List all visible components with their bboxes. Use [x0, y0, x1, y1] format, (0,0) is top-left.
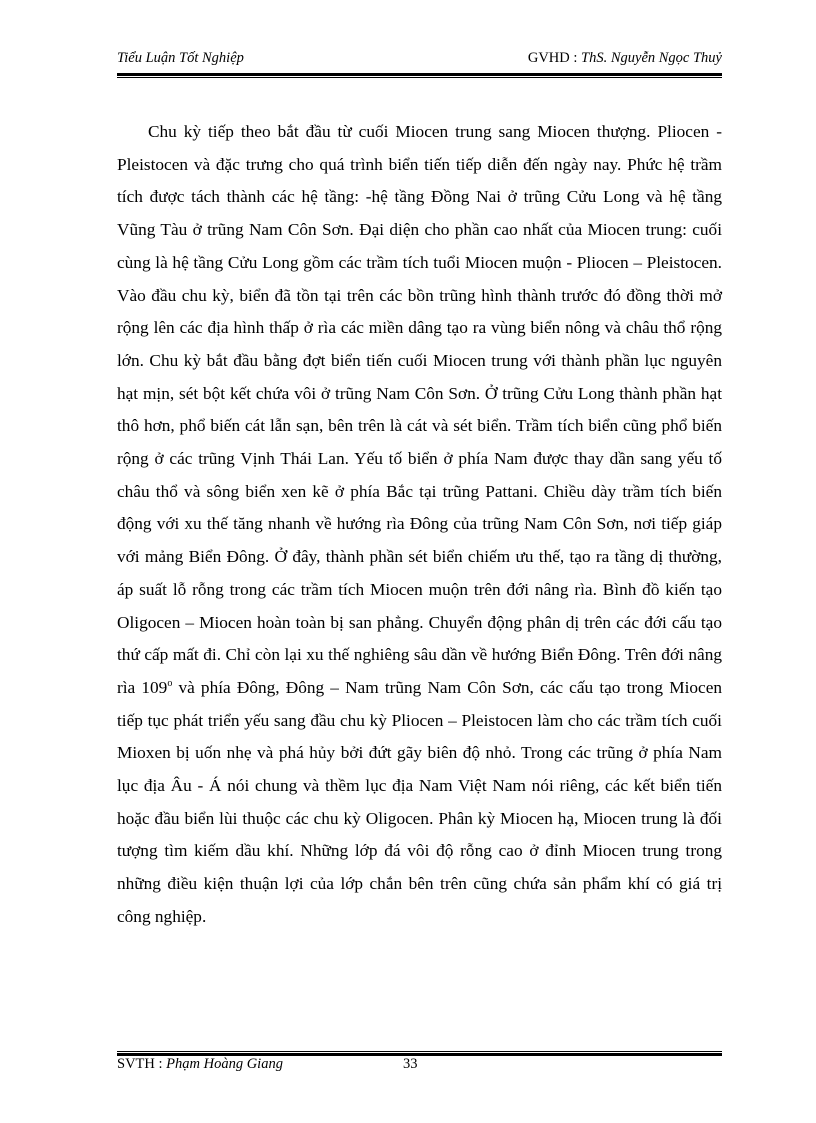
page-footer — [117, 1056, 722, 1078]
body-text-part-2: và phía Đông, Đông – Nam trũng Nam Côn Sơn, các cấu tạo trong Miocen tiếp tục phát triển yếu sang đầu chu kỳ Pliocen – Pleistocen làm cho các trầm tích cuối Mioxen bị uốn nhẹ và phá hủy bởi đứt gãy biên độ nhỏ. Trong các trũng ở phía Nam lục địa Âu - Á nói chung và thềm lục địa Nam Việt Nam nói riêng, các kết biển tiến hoặc đầu biển lùi thuộc các chu kỳ Oligocen. Phân kỳ Miocen hạ, Miocen trung là đối tượng tìm kiếm dầu khí. Những lớp đá vôi độ rỗng cao ở đỉnh Miocen trung trong những điều kiện thuận lợi của lớp chắn bên trên cũng chứa sản phẩm khí có giá trị công nghiệp. — [117, 677, 723, 926]
degree-superscript: o — [167, 677, 173, 689]
document-title: Tiểu Luận Tốt Nghiệp — [117, 50, 244, 66]
page-header — [117, 50, 722, 72]
body-paragraph — [117, 116, 722, 934]
header-divider — [117, 73, 722, 76]
student-info — [117, 1056, 283, 1073]
student-label: SVTH : — [117, 1056, 167, 1072]
advisor-name: ThS. Nguyễn Ngọc Thuỷ — [581, 50, 722, 66]
advisor-label: GVHD : — [527, 50, 582, 66]
body-text-part-1: Chu kỳ tiếp theo bắt đầu từ cuối Miocen trung sang Miocen thượng. Pliocen - Pleistocen và đặc trưng cho quá trình biển tiến tiếp diễn đến ngày nay. Phức hệ trầm tích được tách thành các hệ tầng: -hệ tầng Đồng Nai ở trũng Cửu Long và hệ tầng Vũng Tàu ở trũng Nam Côn Sơn. Đại diện cho phần cao nhất của Miocen trung: cuối cùng là hệ tầng Cửu Long gồm các trầm tích tuổi Miocen muộn - Pliocen – Pleistocen. Vào đầu chu kỳ, biển đã tồn tại trên các bồn trũng hình thành trước đó đồng thời mở rộng lên các địa hình thấp ở rìa các miền dâng tạo ra vùng biển nông và châu thổ rộng lớn. Chu kỳ bắt đầu bằng đợt biển tiến cuối Miocen trung với thành phần lục nguyên hạt mịn, sét bột kết chứa vôi ở trũng Nam Côn Sơn. Ở trũng Cửu Long thành phần hạt thô hơn, phổ biến cát lẫn sạn, bên trên là cát và sét biển. Trầm tích biển cũng phổ biến rộng ở các trũng Vịnh Thái Lan. Yếu tố biển ở phía Nam được thay dần sang yếu tố châu thổ và sông biển xen kẽ ở phía Bắc tại trũng Pattani. Chiều dày trầm tích biến động với xu thế tăng nhanh về hướng rìa Đông của trũng Nam Côn Sơn, nơi tiếp giáp với mảng Biển Đông. Ở đây, thành phần sét biển chiếm ưu thế, tạo ra tầng dị thường, áp suất lỗ rỗng trong các trầm tích Miocen muộn trên đới nâng rìa. Bình đồ kiến tạo Oligocen – Miocen hoàn toàn bị san phẳng. Chuyển động phân dị trên các đới cấu tạo thứ cấp mất đi. Chỉ còn lại xu thế nghiêng sâu dần về hướng Biển Đông. Trên đới nâng rìa 109 — [117, 122, 722, 697]
advisor-info — [528, 50, 722, 67]
footer-divider — [117, 1051, 722, 1052]
student-name: Phạm Hoàng Giang — [166, 1056, 283, 1072]
page-number: 33 — [403, 1056, 418, 1072]
